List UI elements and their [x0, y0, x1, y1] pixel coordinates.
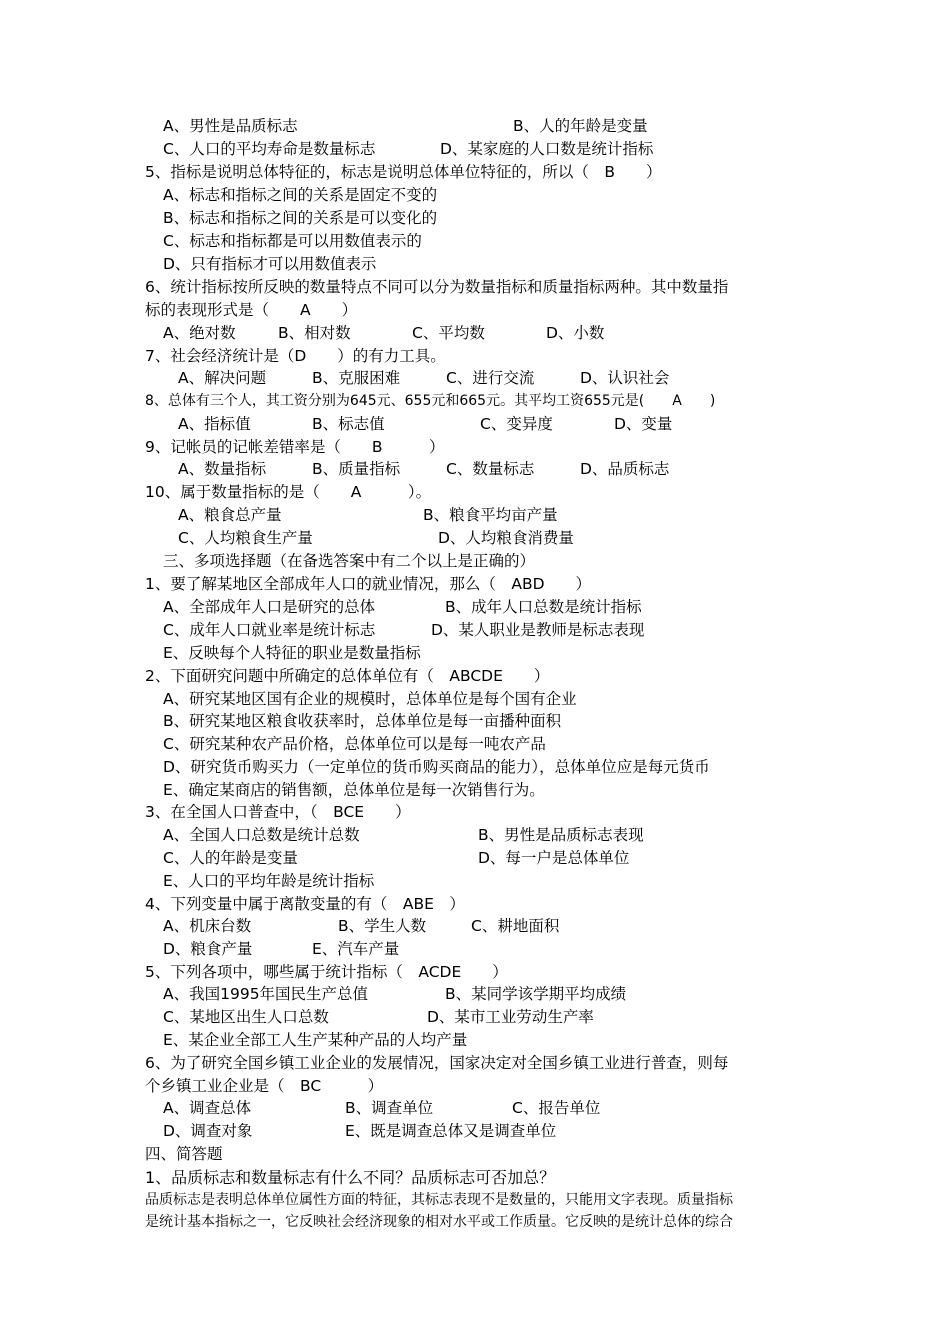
option-d: D、小数	[546, 324, 605, 342]
option-a: A、指标值	[178, 415, 251, 433]
option-b: B、标志和指标之间的关系是可以变化的	[163, 209, 438, 227]
option-a: A、数量指标	[178, 460, 267, 478]
option-e: E、既是调查总体又是调查单位	[345, 1122, 557, 1140]
question-text: 7、社会经济统计是（D ）的有力工具。	[145, 347, 446, 365]
question-text: 9、记帐员的记帐差错率是（ B ）	[145, 438, 445, 456]
option-a: A、研究某地区国有企业的规模时，总体单位是每个国有企业	[163, 690, 577, 708]
option-d: D、品质标志	[580, 460, 670, 478]
option-b: B、男性是品质标志表现	[478, 826, 644, 844]
option-d: D、变量	[614, 415, 673, 433]
option-b: B、成年人口总数是统计指标	[445, 598, 642, 616]
option-c: C、成年人口就业率是统计标志	[163, 621, 376, 639]
question-text: 5、下列各项中，哪些属于统计指标（ ACDE ）	[145, 963, 508, 981]
option-d: D、粮食产量	[163, 940, 253, 958]
option-b: B、粮食平均亩产量	[423, 506, 558, 524]
option-a: A、全国人口总数是统计总数	[163, 826, 360, 844]
option-a: A、解决问题	[178, 369, 267, 387]
question-text: 1、要了解某地区全部成年人口的就业情况，那么（ ABD ）	[145, 575, 592, 593]
option-d: D、每一户是总体单位	[478, 849, 630, 867]
question-text: 标的表现形式是（ A ）	[145, 301, 358, 319]
option-e: E、确定某商店的销售额，总体单位是每一次销售行为。	[163, 781, 545, 799]
option-b: B、调查单位	[345, 1099, 434, 1117]
question-text: 6、统计指标按所反映的数量特点不同可以分为数量指标和质量指标两种。其中数量指	[145, 278, 729, 296]
option-b: B、质量指标	[312, 460, 401, 478]
option-a: A、粮食总产量	[178, 506, 282, 524]
option-c: C、报告单位	[512, 1099, 601, 1117]
option-c: C、标志和指标都是可以用数值表示的	[163, 232, 422, 250]
question-text: 5、指标是说明总体特征的，标志是说明总体单位特征的，所以（ B ）	[145, 163, 662, 181]
option-d: D、人均粮食消费量	[438, 529, 574, 547]
option-b: B、某同学该学期平均成绩	[445, 985, 627, 1003]
option-a: A、调查总体	[163, 1099, 252, 1117]
option-c: C、数量标志	[446, 460, 535, 478]
question-text: 10、属于数量指标的是（ A ）。	[145, 483, 432, 501]
option-c: C、耕地面积	[471, 917, 560, 935]
option-d: D、某市工业劳动生产率	[427, 1008, 594, 1026]
option-d: D、只有指标才可以用数值表示	[163, 255, 377, 273]
option-a: A、我国1995年国民生产总值	[163, 985, 369, 1003]
option-d: D、研究货币购买力（一定单位的货币购买商品的能力），总体单位应是每元货币	[163, 758, 710, 776]
option-a: A、男性是品质标志	[163, 117, 298, 135]
question-text: 4、下列变量中属于离散变量的有（ ABE ）	[145, 895, 465, 913]
option-c: C、研究某种农产品价格，总体单位可以是每一吨农产品	[163, 735, 546, 753]
option-c: C、变异度	[480, 415, 553, 433]
question-text: 1、品质标志和数量标志有什么不同？品质标志可否加总？	[145, 1168, 556, 1187]
option-d: D、某人职业是教师是标志表现	[431, 621, 645, 639]
option-c: C、人口的平均寿命是数量标志	[163, 140, 376, 158]
option-e: E、某企业全部工人生产某种产品的人均产量	[163, 1031, 468, 1049]
option-a: A、全部成年人口是研究的总体	[163, 598, 376, 616]
option-e: E、人口的平均年龄是统计指标	[163, 872, 375, 890]
option-e: E、反映每个人特征的职业是数量指标	[163, 644, 421, 662]
option-a: A、机床台数	[163, 917, 252, 935]
option-c: C、平均数	[412, 324, 485, 342]
question-text: 6、为了研究全国乡镇工业企业的发展情况，国家决定对全国乡镇工业进行普查，则每	[145, 1054, 729, 1072]
section-title: 四、简答题	[145, 1145, 223, 1163]
option-d: D、认识社会	[580, 369, 670, 387]
option-b: B、人的年龄是变量	[513, 117, 648, 135]
option-c: C、人均粮食生产量	[178, 529, 313, 547]
option-e: E、汽车产量	[312, 940, 400, 958]
question-text: 2、下面研究问题中所确定的总体单位有（ ABCDE ）	[145, 667, 550, 685]
question-text: 8、总体有三个人，其工资分别为645元、655元和665元。其平均工资655元是( A )	[145, 393, 716, 409]
option-b: B、相对数	[278, 324, 351, 342]
question-text: 3、在全国人口普查中，（ BCE ）	[145, 803, 411, 821]
option-b: B、标志值	[312, 415, 385, 433]
option-c: C、人的年龄是变量	[163, 849, 298, 867]
answer-text: 品质标志是表明总体单位属性方面的特征，其标志表现不是数量的，只能用文字表现。质量指标	[145, 1192, 733, 1208]
option-d: D、调查对象	[163, 1122, 253, 1140]
option-b: B、学生人数	[338, 917, 427, 935]
option-a: A、标志和指标之间的关系是固定不变的	[163, 186, 438, 204]
question-text: 个乡镇工业企业是（ BC ）	[145, 1077, 384, 1095]
answer-text: 是统计基本指标之一，它反映社会经济现象的相对水平或工作质量。它反映的是统计总体的综合	[145, 1214, 733, 1230]
option-b: B、研究某地区粮食收获率时，总体单位是每一亩播种面积	[163, 712, 562, 730]
option-c: C、某地区出生人口总数	[163, 1008, 329, 1026]
option-b: B、克服困难	[312, 369, 401, 387]
option-d: D、某家庭的人口数是统计指标	[440, 140, 654, 158]
option-a: A、绝对数	[163, 324, 236, 342]
option-c: C、进行交流	[446, 369, 535, 387]
section-title: 三、多项选择题（在备选答案中有二个以上是正确的）	[163, 552, 536, 570]
